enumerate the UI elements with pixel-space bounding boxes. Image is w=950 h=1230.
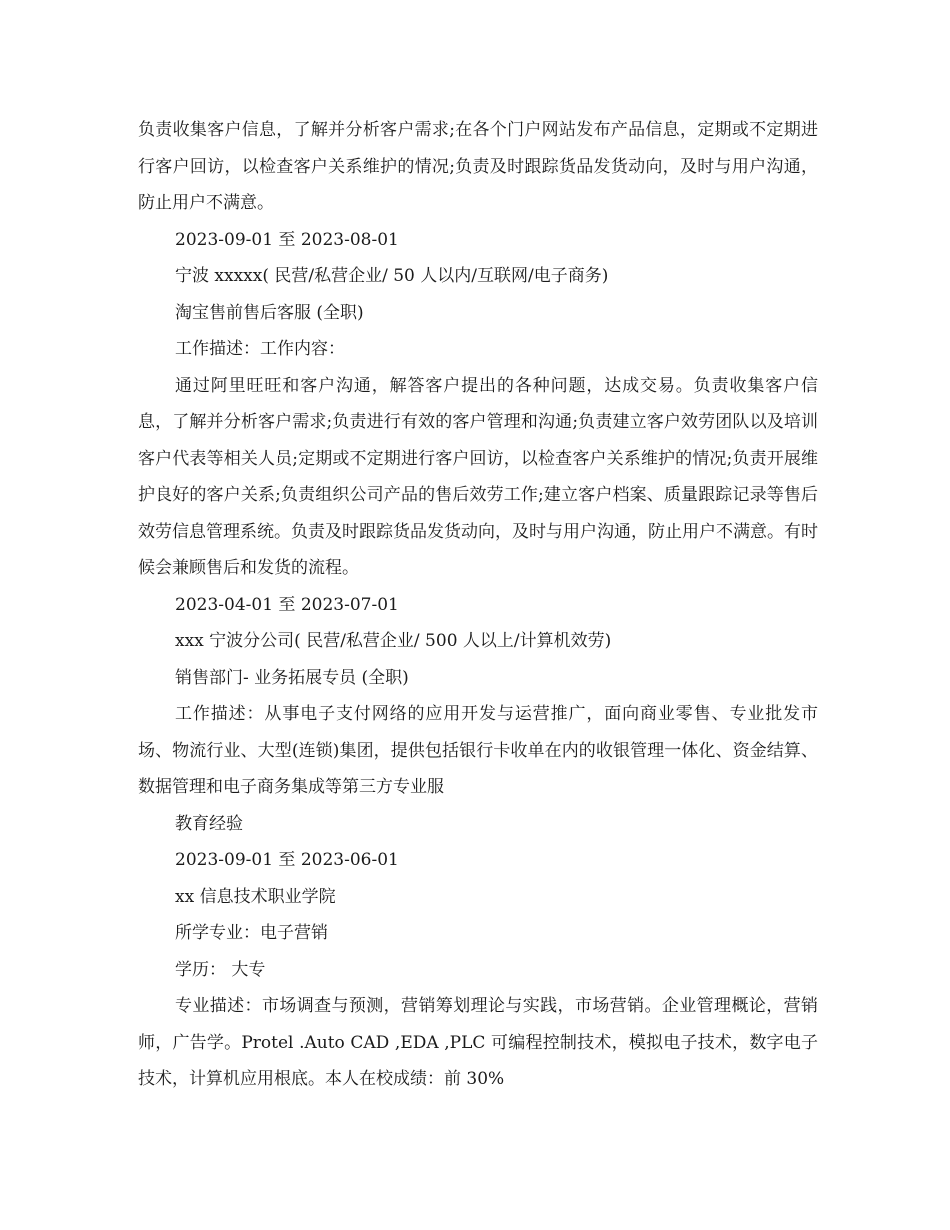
job-3-period: 2023-04-01 至 2023-07-01 bbox=[175, 594, 399, 615]
job-2-description-label: 工作描述：工作内容： bbox=[175, 339, 345, 359]
education-heading: 教育经验 bbox=[175, 813, 243, 834]
education-major: 所学专业：电子营销 bbox=[175, 923, 328, 943]
job-2-position: 淘宝售前售后客服 (全职) bbox=[175, 302, 364, 323]
job-3-company: xxx 宁波分公司( 民营/私营企业/ 500 人以上/计算机效劳) bbox=[175, 631, 612, 651]
job-3-position: 销售部门- 业务拓展专员 (全职) bbox=[175, 667, 409, 688]
job-2-company: 宁波 xxxxx( 民营/私营企业/ 50 人以内/互联网/电子商务) bbox=[175, 266, 609, 286]
job-1-description: 负责收集客户信息，了解并分析客户需求;在各个门户网站发布产品信息，定期或不定期进行客户回访，以检查客户关系维护的情况;负责及时跟踪货品发货动向，及时与用户沟通，防止用户不满意。 bbox=[138, 120, 818, 213]
job-2-period: 2023-09-01 至 2023-08-01 bbox=[175, 229, 399, 250]
resume-page bbox=[138, 112, 818, 1098]
job-3-description: 工作描述：从事电子支付网络的应用开发与运营推广，面向商业零售、专业批发市场、物流行业、大型(连锁)集团，提供包括银行卡收单在内的收银管理一体化、资金结算、数据管理和电子商务集成等第三方专业服 bbox=[138, 704, 818, 797]
job-2-description: 通过阿里旺旺和客户沟通，解答客户提出的各种问题，达成交易。负责收集客户信息，了解并分析客户需求;负责进行有效的客户管理和沟通;负责建立客户效劳团队以及培训客户代表等相关人员;定期或不定期进行客户回访，以检查客户关系维护的情况;负责开展维护良好的客户关系;负责组织公司产品的售后效劳工作;建立客户档案、质量跟踪记录等售后效劳信息管理系统。负责及时跟踪货品发货动向，及时与用户沟通，防止用户不满意。有时候会兼顾售后和发货的流程。 bbox=[138, 375, 818, 578]
education-school: xx 信息技术职业学院 bbox=[175, 886, 336, 907]
education-period: 2023-09-01 至 2023-06-01 bbox=[175, 850, 399, 870]
education-description: 专业描述：市场调查与预测，营销筹划理论与实践，市场营销。企业管理概论，营销师，广告学。Protel .Auto CAD ,EDA ,PLC 可编程控制技术，模拟电子技术，数字电子技术，计算机应用根底。本人在校成绩：前 30% bbox=[138, 996, 818, 1089]
education-degree: 学历： 大专 bbox=[175, 959, 266, 980]
